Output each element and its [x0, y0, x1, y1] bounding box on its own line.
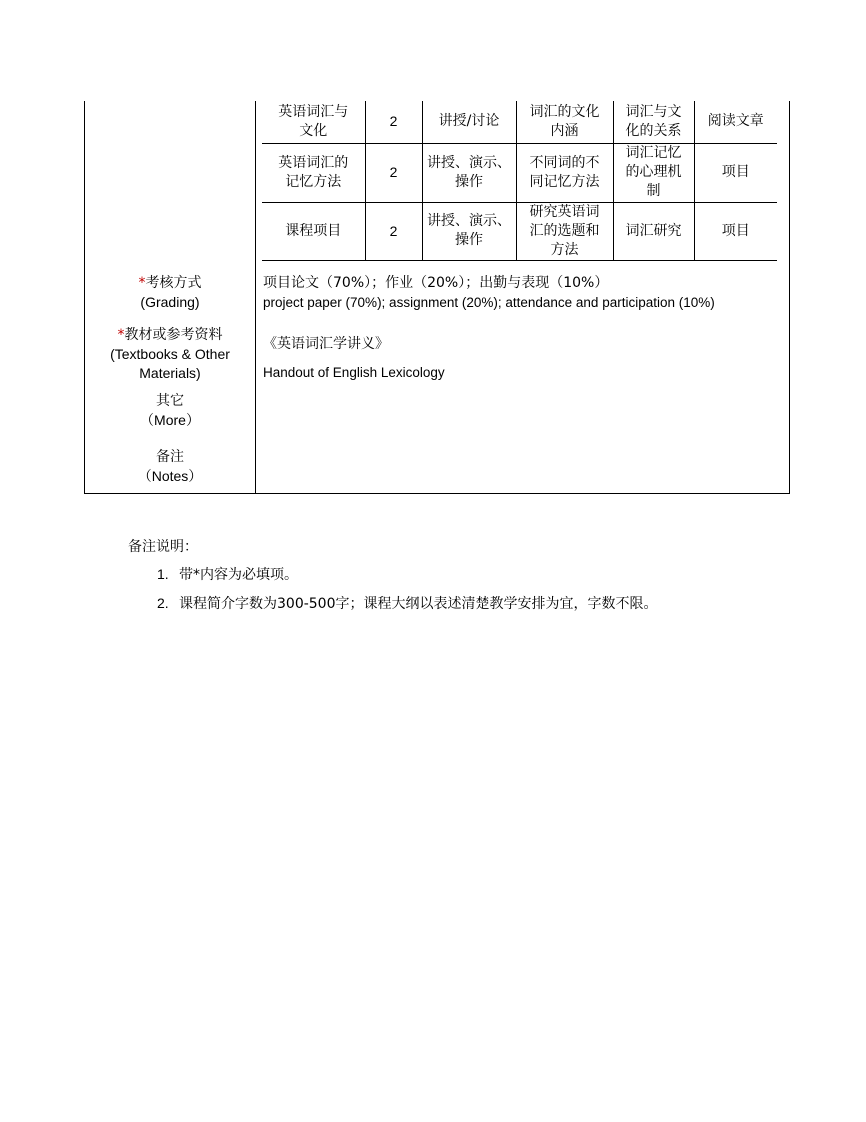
- hours-cell: 2: [365, 202, 422, 260]
- grading-value-cn: 项目论文（70%）；作业（20%）；出勤与表现（10%）: [263, 275, 609, 291]
- textbooks-label-cn: 教材或参考资料: [124, 327, 223, 343]
- remarks-item-text: 带*内容为必填项。: [179, 567, 298, 583]
- required-star: *: [117, 327, 125, 343]
- topic-cell-line: 英语词汇与: [278, 103, 349, 120]
- focus-cell-line: 制: [646, 183, 661, 199]
- topic-cell-line: 文化: [299, 122, 328, 139]
- focus-cell-line: 词汇与文: [625, 103, 682, 120]
- table-row: [262, 101, 777, 143]
- more-label-en: （More）: [140, 412, 200, 428]
- method-cell: [422, 143, 516, 202]
- content-cell-line: 内涵: [550, 122, 579, 139]
- remarks-item-text: 课程简介字数为300-500字；课程大纲以表述清楚教学安排为宜，字数不限。: [179, 596, 658, 612]
- more-label: [85, 392, 255, 430]
- notes-label-en: （Notes）: [137, 468, 203, 484]
- textbooks-label-en-1: (Textbooks & Other: [110, 346, 230, 362]
- content-cell: [516, 143, 613, 202]
- task-cell: [694, 143, 777, 202]
- grading-label-en: (Grading): [140, 294, 200, 310]
- content-cell-line: 研究英语词: [529, 203, 600, 220]
- method-cell: [422, 101, 516, 143]
- task-cell: [694, 101, 777, 143]
- remarks-item-number: 1.: [157, 566, 169, 582]
- content-cell-line: 汇的选题和: [529, 222, 600, 239]
- hours-cell: 2: [365, 101, 422, 143]
- textbooks-value-cn: 《英语词汇学讲义》: [263, 336, 389, 352]
- content-cell-line: 不同词的不: [529, 154, 600, 171]
- content-cell-line: 方法: [550, 241, 579, 258]
- method-cell: [422, 202, 516, 260]
- table-row: [262, 202, 777, 260]
- content-cell-line: 词汇的文化: [529, 103, 600, 120]
- required-star: *: [138, 275, 146, 291]
- grading-label: [85, 274, 255, 312]
- focus-cell: [613, 202, 694, 260]
- content-cell: [516, 202, 613, 260]
- task-cell-line: 项目: [721, 164, 750, 180]
- grading-label-cn: 考核方式: [145, 275, 202, 291]
- textbooks-label: [85, 326, 255, 383]
- remarks-item: [157, 593, 658, 613]
- notes-label: [85, 448, 255, 486]
- focus-cell: [613, 143, 694, 202]
- topic-cell: [262, 143, 365, 202]
- method-cell-line: 讲授/讨论: [438, 113, 500, 130]
- notes-label-cn: 备注: [156, 449, 184, 465]
- remarks-item: [157, 564, 298, 584]
- textbooks-value-en: Handout of English Lexicology: [263, 365, 445, 380]
- task-cell-line: 项目: [721, 222, 750, 239]
- focus-cell-line: 词汇记忆: [625, 145, 682, 161]
- remarks-item-number: 2.: [157, 595, 169, 611]
- label-column-divider: [255, 101, 256, 494]
- focus-cell: [613, 101, 694, 143]
- textbooks-label-en-2: Materials): [139, 365, 201, 381]
- content-cell-line: 同记忆方法: [529, 173, 600, 190]
- method-cell-line: 讲授、演示、: [427, 213, 511, 229]
- hours-cell: 2: [365, 143, 422, 202]
- topic-cell-line: 英语词汇的: [278, 154, 349, 171]
- method-cell-line: 操作: [455, 232, 483, 248]
- grading-value-en: project paper (70%); assignment (20%); attendance and participation (10%): [263, 295, 715, 310]
- focus-cell-line: 词汇研究: [625, 222, 682, 239]
- focus-cell-line: 的心理机: [625, 164, 682, 180]
- content-cell: [516, 101, 613, 143]
- method-cell-line: 操作: [455, 173, 483, 190]
- teaching-schedule-table: [262, 101, 777, 261]
- method-cell-line: 讲授、演示、: [427, 154, 511, 171]
- table-row: [262, 143, 777, 202]
- topic-cell: [262, 202, 365, 260]
- topic-cell: [262, 101, 365, 143]
- topic-cell-line: 记忆方法: [285, 173, 342, 190]
- more-label-cn: 其它: [156, 393, 184, 409]
- task-cell-line: 阅读文章: [707, 113, 764, 130]
- remarks-title: 备注说明：: [128, 539, 198, 555]
- task-cell: [694, 202, 777, 260]
- focus-cell-line: 化的关系: [625, 122, 682, 139]
- topic-cell-line: 课程项目: [285, 222, 342, 239]
